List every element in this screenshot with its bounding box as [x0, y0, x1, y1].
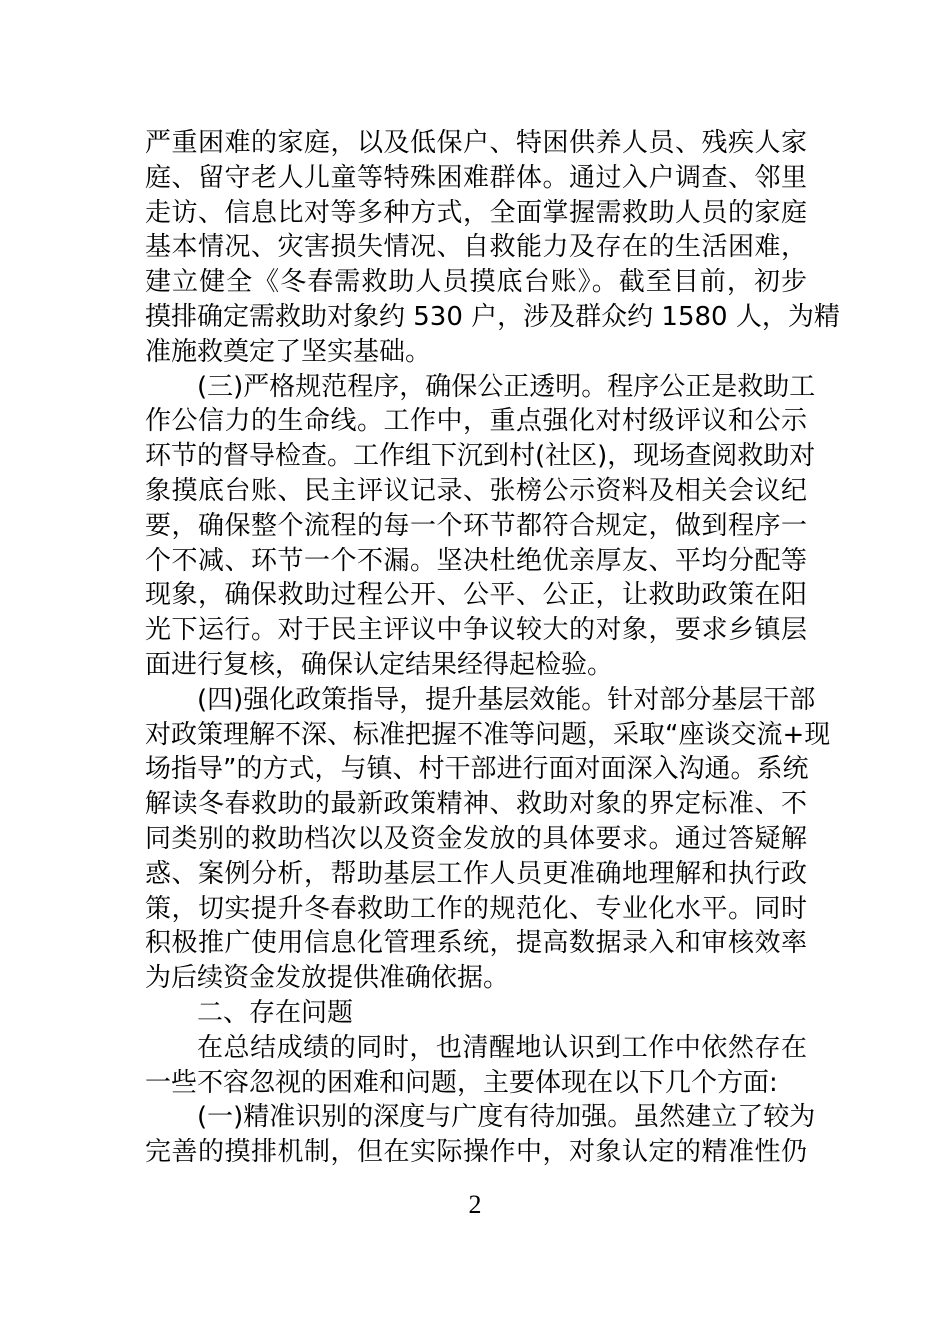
text-line: 策，切实提升冬春救助工作的规范化、专业化水平。同时: [145, 893, 807, 924]
text-line: 建立健全《冬春需救助人员摸底台账》。截至目前，初步: [145, 267, 807, 298]
text-line: 一些不容忽视的困难和问题，主要体现在以下几个方面:: [145, 1067, 778, 1098]
text-line: 场指导”的方式，与镇、村干部进行面对面深入沟通。系统: [145, 754, 809, 785]
text-line: 为后续资金发放提供准确依据。: [145, 963, 510, 994]
document-body: [145, 126, 840, 1170]
text-line: 惑、案例分析，帮助基层工作人员更准确地理解和执行政: [145, 858, 807, 889]
text-line: 严重困难的家庭，以及低保户、特困供养人员、残疾人家: [145, 128, 807, 158]
text-line: 二、存在问题: [197, 997, 354, 1028]
text-line: 同类别的救助档次以及资金发放的具体要求。通过答疑解: [145, 823, 807, 854]
text-line: 基本情况、灾害损失情况、自救能力及存在的生活困难，: [145, 232, 807, 263]
text-line: 环节的督导检查。工作组下沉到村(社区)，现场查阅救助对: [145, 441, 816, 472]
text-line: (四)强化政策指导，提升基层效能。针对部分基层干部: [197, 684, 816, 715]
text-line: 要，确保整个流程的每一个环节都符合规定，做到程序一: [145, 510, 807, 541]
text-line: 完善的摸排机制，但在实际操作中，对象认定的精准性仍: [145, 1137, 807, 1168]
text-line: (三)严格规范程序，确保公正透明。程序公正是救助工: [197, 371, 816, 402]
text-line: 对政策理解不深、标准把握不准等问题，采取“座谈交流+现: [145, 719, 831, 750]
text-line: 摸排确定需救助对象约 530 户，涉及群众约 1580 人，为精: [145, 301, 840, 332]
text-line: 象摸底台账、民主评议记录、张榜公示资料及相关会议纪: [145, 475, 807, 506]
text-line: 光下运行。对于民主评议中争议较大的对象，要求乡镇层: [145, 615, 807, 646]
text-line: 个不减、环节一个不漏。坚决杜绝优亲厚友、平均分配等: [145, 545, 807, 576]
text-line: 准施救奠定了坚实基础。: [145, 336, 432, 367]
text-line: (一)精准识别的深度与广度有待加强。虽然建立了较为: [197, 1102, 816, 1133]
text-line: 在总结成绩的同时，也清醒地认识到工作中依然存在: [197, 1032, 807, 1063]
text-line: 积极推广使用信息化管理系统，提高数据录入和审核效率: [145, 928, 807, 959]
text-line: 作公信力的生命线。工作中，重点强化对村级评议和公示: [145, 406, 807, 437]
text-line: 现象，确保救助过程公开、公平、公正，让救助政策在阳: [145, 580, 807, 611]
text-line: 面进行复核，确保认定结果经得起检验。: [145, 649, 614, 680]
text-line: 庭、留守老人儿童等特殊困难群体。通过入户调查、邻里: [145, 162, 807, 193]
text-line: 走访、信息比对等多种方式，全面掌握需救助人员的家庭: [145, 197, 807, 228]
text-line: 解读冬春救助的最新政策精神、救助对象的界定标准、不: [145, 789, 807, 820]
page-number: 2: [468, 1190, 482, 1219]
